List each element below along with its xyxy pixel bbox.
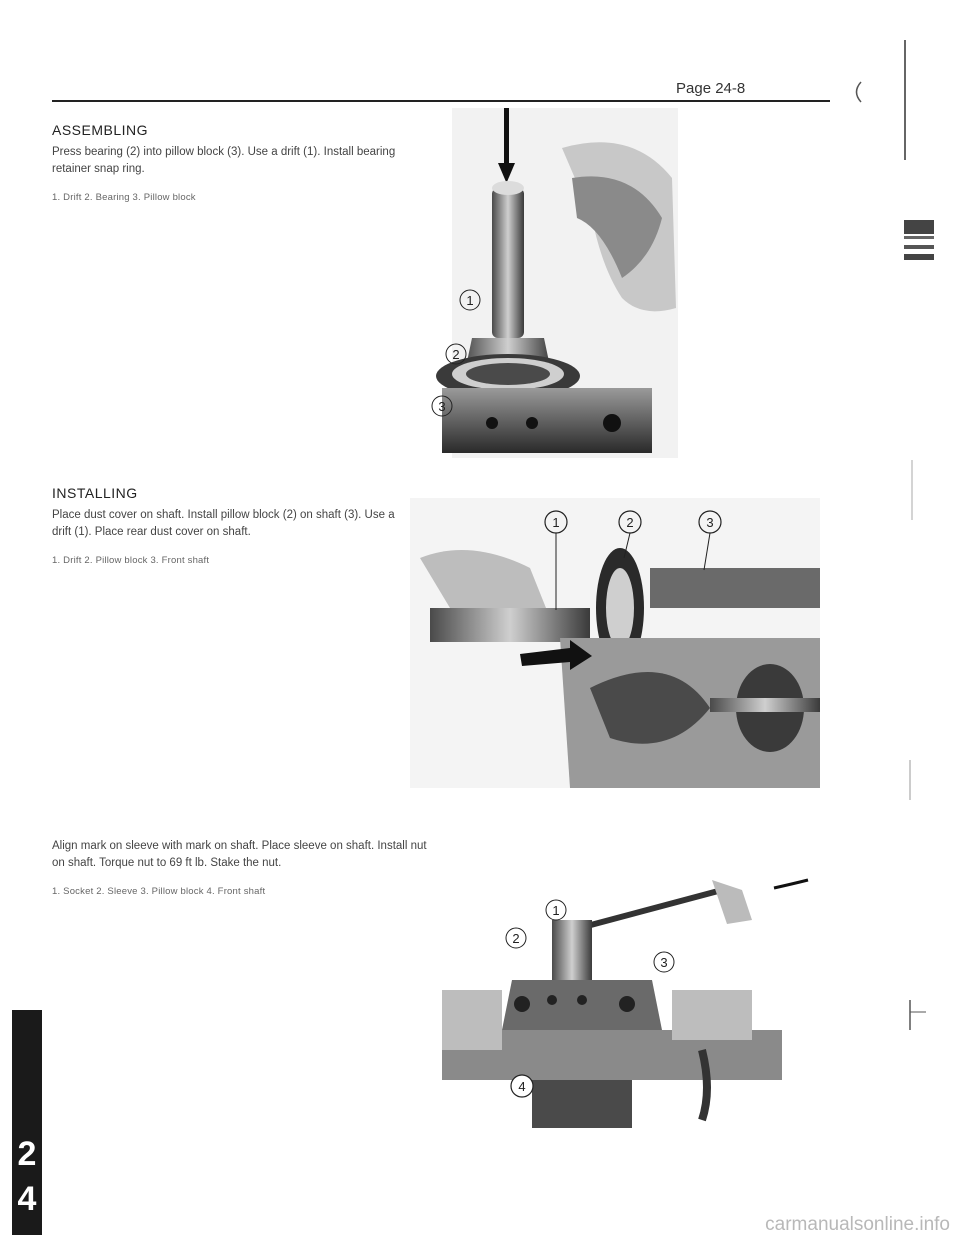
svg-text:2: 2 (452, 347, 460, 362)
svg-text:3: 3 (438, 399, 446, 414)
section-heading: ASSEMBLING (52, 122, 149, 138)
watermark: carmanualsonline.info (765, 1214, 950, 1235)
section-body: Align mark on sleeve with mark on shaft. Place sleeve on shaft. Install nut on shaft. Torque nut to 69 ft lb. Stake the nut. (52, 840, 427, 869)
figure-pillow-block-install (410, 498, 820, 788)
section-body: Press bearing (2) into pillow block (3). Use a drift (1). Install bearing retainer snap ring. (52, 146, 396, 175)
figure-bearing-press (438, 108, 678, 458)
page-number: Page 24-8 (676, 80, 746, 97)
margin-bracket-icon (848, 80, 868, 104)
figure-legend: 1. Drift 2. Pillow block 3. Front shaft (52, 555, 210, 566)
drift-arrow-icon (504, 108, 509, 168)
section-tab-digit: 4 (17, 1180, 37, 1218)
figure-legend: 1. Drift 2. Bearing 3. Pillow block (52, 192, 196, 203)
svg-text:1: 1 (466, 293, 474, 308)
svg-text:1: 1 (552, 903, 560, 918)
section-installing (52, 485, 412, 566)
svg-text:2: 2 (512, 931, 520, 946)
svg-text:1: 1 (552, 515, 560, 530)
figure-callout (511, 1075, 533, 1097)
section-assembling (52, 122, 412, 203)
figure-legend: 1. Socket 2. Sleeve 3. Pillow block 4. Front shaft (52, 886, 266, 897)
svg-text:4: 4 (518, 1079, 526, 1094)
svg-text:2: 2 (626, 515, 634, 530)
svg-text:3: 3 (706, 515, 714, 530)
header-rule (52, 100, 830, 102)
section-align-torque (52, 838, 432, 897)
figure-torque-nut (412, 880, 842, 1128)
svg-text:3: 3 (660, 955, 668, 970)
scan-edge-artifacts (902, 40, 936, 1140)
section-heading: INSTALLING (52, 485, 138, 501)
section-tab-digit: 2 (17, 1135, 37, 1173)
section-body: Place dust cover on shaft. Install pillow block (2) on shaft (3). Use a drift (1). Place rear dust cover on shaft. (52, 509, 395, 538)
